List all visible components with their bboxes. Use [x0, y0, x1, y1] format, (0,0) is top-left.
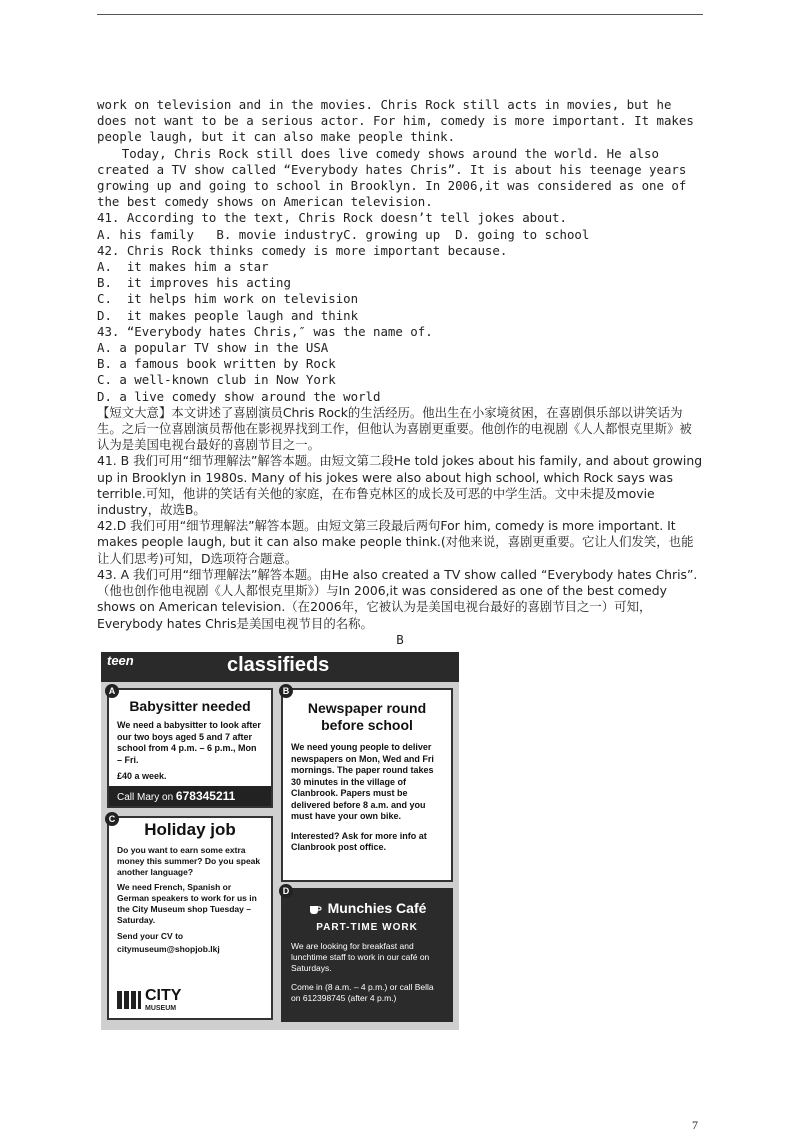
question-42-stem: 42. Chris Rock thinks comedy is more important because. [97, 242, 508, 258]
museum-logo-icon [117, 991, 141, 1009]
ad-a-call-bar [109, 786, 271, 806]
question-43-stem: 43. “Everybody hates Chris,″ was the name of. [97, 323, 433, 339]
museum-logo-text: CITY [145, 987, 182, 1004]
museum-logo-sub: MUSEUM [145, 1005, 177, 1012]
question-42-option-a: A. it makes him a star [97, 259, 269, 275]
analysis-43: 43. A 我们可用“细节理解法”解答本题。由He also created a TV show called “Everybody hates Chris”.（他也创作他电视剧《人人都恨克里斯》）与In 2006,it was considered as one of the best comedy shows on American television.（在2006年，它被认为是美国电视台最好的喜剧节目之一）可知，Everybody hates Chris是美国电视节目的名称。 [97, 566, 698, 631]
question-42-option-b: B. it improves his acting [97, 275, 291, 291]
top-rule [97, 14, 703, 15]
ad-munchies-cafe [281, 888, 453, 1022]
ad-a-pay: £40 a week. [117, 771, 167, 781]
page-number: 7 [692, 1118, 698, 1132]
question-42-option-d: D. it makes people laugh and think [97, 307, 359, 323]
question-43-option-d: D. a live comedy show around the world [97, 388, 381, 404]
ad-b-body: We need young people to deliver newspapers on Mon, Wed and Fri mornings. The paper round takes 30 minutes in the village of Clanbrook. Papers must be delivered before 8 a.m. and you must have your own bike. [291, 742, 434, 821]
header-teen-label: teen [107, 653, 134, 668]
classifieds-image [101, 652, 459, 1030]
ad-d-contact: Come in (8 a.m. – 4 p.m.) or call Bella on 612398745 (after 4 p.m.) [291, 982, 434, 1003]
badge-d: D [279, 884, 293, 898]
passage-paragraph-2: Today, Chris Rock still does live comedy shows around the world. He also created a TV show called “Everybody hates Chris”. It is about his teenage years growing up and going to school in Brooklyn. In 2006,it was considered as one of the best comedy shows on American television. [97, 145, 687, 210]
badge-b: B [279, 684, 293, 698]
ad-d-title: Munchies Café [327, 900, 427, 916]
ad-b-contact: Interested? Ask for more info at Clanbrook post office. [291, 830, 427, 852]
museum-logo-text-group [145, 987, 181, 1012]
passage-paragraph-1: work on television and in the movies. Chris Rock still acts in movies, but he does not want to be a serious actor. For him, comedy is more important. It makes people laugh, but it can also make people think. [97, 97, 694, 145]
coffee-cup-icon [308, 901, 322, 915]
ad-c-body-2: We need French, Spanish or German speakers to work for us in the City Museum shop Tuesday – Saturday. [117, 882, 257, 925]
ad-d-body: We are looking for breakfast and lunchtime staff to work in our café on Saturdays. [291, 941, 430, 973]
ad-c-title: Holiday job [144, 820, 236, 839]
badge-a: A [105, 684, 119, 698]
ad-holiday-job [107, 816, 273, 1020]
classifieds-header [101, 652, 459, 682]
badge-c: C [105, 812, 119, 826]
question-41-options: A. his family B. movie industryC. growing up D. going to school [97, 226, 590, 242]
analysis-41: 41. B 我们可用“细节理解法”解答本题。由短文第二段He told jokes about his family, and about growing up in Brooklyn in 1980s. Many of his jokes were also about high school, which Rock says was terrible.可知，他讲的笑话有关他的家庭，在布鲁克林区的成长及可恶的中学生活。文中未提及movie industry，故选B。 [97, 453, 703, 518]
passage-and-questions [97, 97, 703, 648]
ad-a-call-prefix: Call Mary on [117, 792, 174, 803]
ad-a-title: Babysitter needed [129, 698, 251, 714]
ad-c-body-3: Send your CV to [117, 931, 184, 941]
ad-d-subtitle: PART-TIME WORK [316, 922, 418, 933]
section-label: B [396, 631, 404, 647]
analysis-42: 42.D 我们可用“细节理解法”解答本题。由短文第三段最后两句For him, comedy is more important. It makes people laugh, but it can also make people think.(对他来说，喜剧更重要。它让人们发笑，也能让人们思考)可知，D选项符合题意。 [97, 518, 694, 566]
ad-a-body: We need a babysitter to look after our two boys aged 5 and 7 after school from 4 p.m. – 6 p.m., Mon – Fri. [117, 720, 261, 765]
question-43-option-b: B. a famous book written by Rock [97, 356, 336, 372]
question-43-option-c: C. a well-known club in Now York [97, 372, 336, 388]
question-42-option-c: C. it helps him work on television [97, 291, 359, 307]
ad-babysitter [107, 688, 273, 808]
ad-a-phone: 678345211 [175, 789, 236, 803]
city-museum-logo [117, 987, 181, 1012]
ad-c-email: citymuseum@shopjob.lkj [117, 943, 220, 954]
question-41-stem: 41. According to the text, Chris Rock doesn’t tell jokes about. [97, 210, 567, 226]
analysis-summary: 【短文大意】本文讲述了喜剧演员Chris Rock的生活经历。他出生在小家境贫困，在喜剧俱乐部以讲笑话为生。之后一位喜剧演员帮他在影视界找到工作，但他认为喜剧更重要。他创作的电视剧《人人都恨克里斯》被认为是美国电视台最好的喜剧节目之一。 [97, 404, 692, 453]
ad-newspaper-round [281, 688, 453, 882]
ad-b-title: Newspaper round before school [307, 700, 427, 733]
ad-c-body-1: Do you want to earn some extra money this summer? Do you speak another language? [117, 845, 261, 877]
header-title: classifieds [227, 654, 330, 676]
ad-d-title-row [283, 900, 451, 916]
question-43-option-a: A. a popular TV show in the USA [97, 340, 329, 356]
